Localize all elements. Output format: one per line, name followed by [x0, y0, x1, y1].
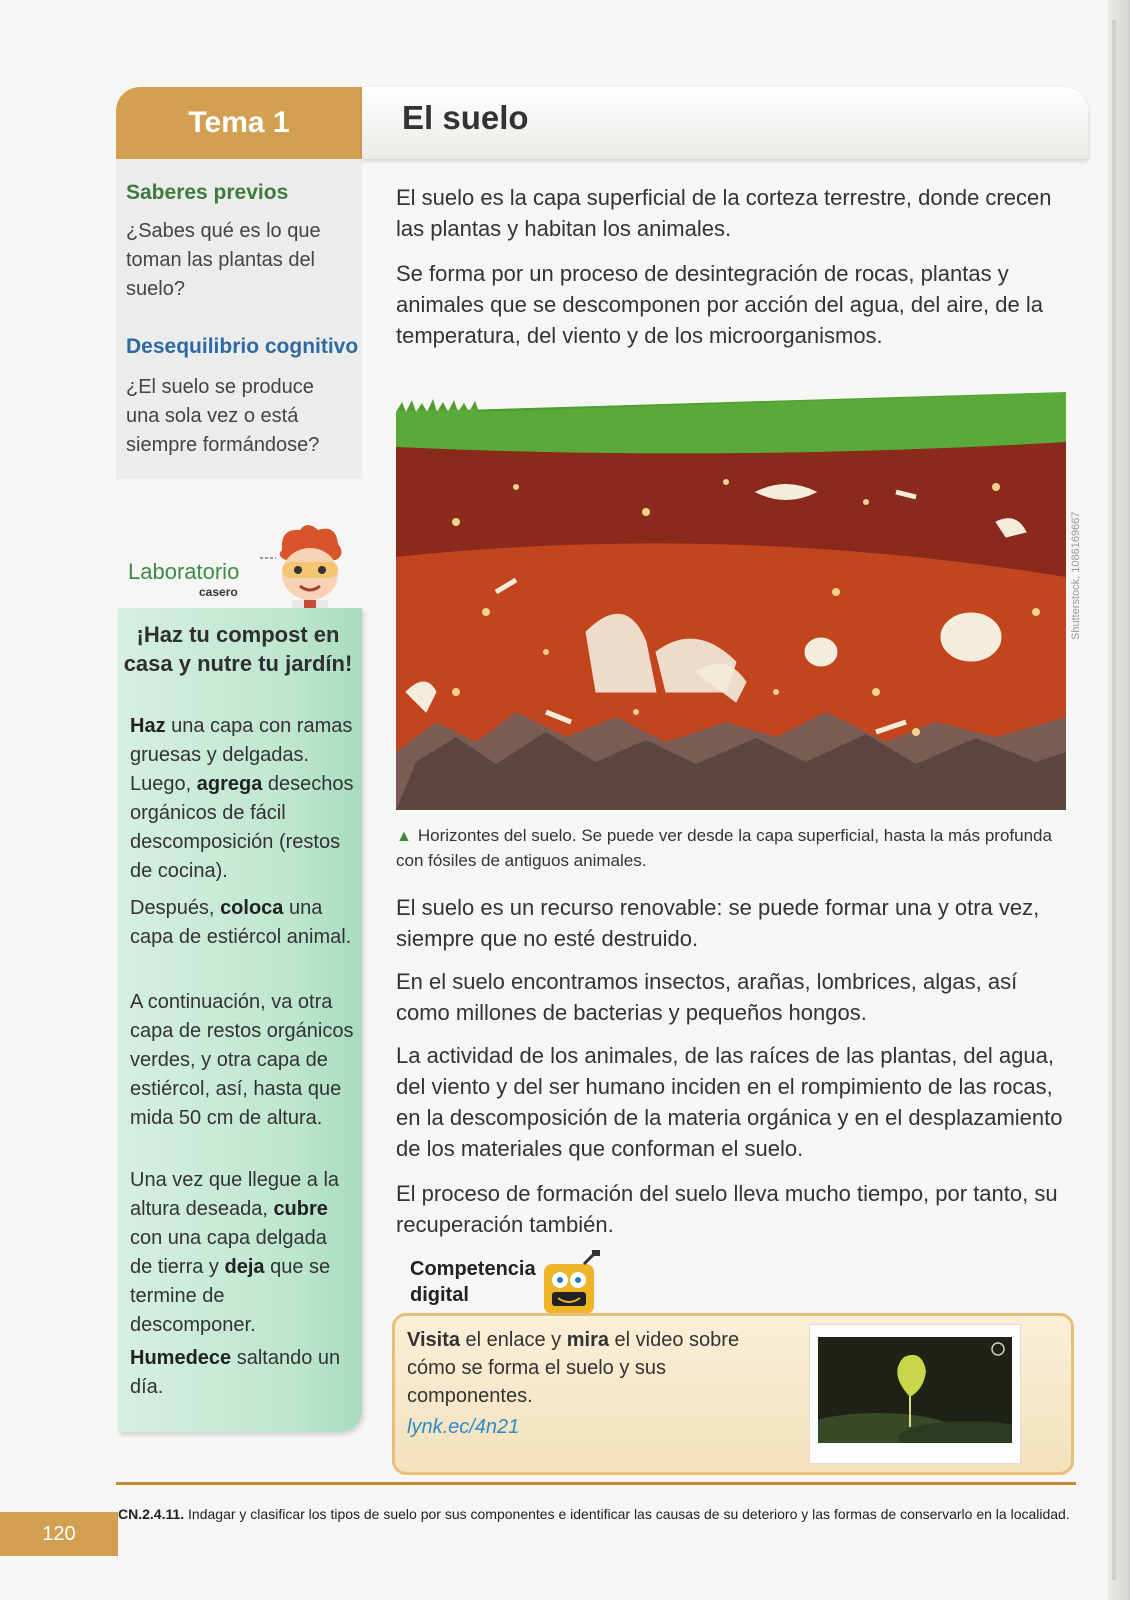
lab-text: Después,	[130, 897, 221, 919]
lab-text: que se termine de descomponer.	[130, 1256, 331, 1336]
scientist-icon	[252, 520, 362, 616]
verb-visita: Visita	[407, 1329, 460, 1351]
lab-subtitle: casero	[199, 585, 238, 599]
activity-paragraph: La actividad de los animales, de las raíces de las plantas, del agua, del viento y del ser humano inciden en el rompimiento de las rocas, en la descomposición de la materia orgánica y en el desplazamiento de los materiales que conforman el suelo.	[396, 1043, 1063, 1161]
lab-verb-coloca: coloca	[220, 897, 284, 919]
process-paragraph: El proceso de formación del suelo lleva mucho tiempo, por tanto, su recuperación también.	[396, 1181, 1058, 1237]
triangle-icon: ▲	[396, 828, 412, 845]
page-title: El suelo	[402, 99, 529, 136]
intro-paragraph: El suelo es la capa superficial de la corteza terrestre, donde crecen las plantas y habitan los animales.	[396, 185, 1052, 241]
competencia-box	[392, 1313, 1074, 1475]
video-link[interactable]: lynk.ec/4n21	[407, 1416, 520, 1438]
standard-text: Indagar y clasificar los tipos de suelo por sus componentes e identificar las causas de su deterioro y las formas de conservarlo en la localidad.	[184, 1506, 1070, 1522]
page-fold	[1112, 20, 1116, 1580]
soil-horizons-illustration	[396, 392, 1066, 810]
lab-text: una capa con ramas gruesas y delgadas. Luego,	[130, 715, 353, 795]
page-number	[0, 1512, 118, 1556]
title-bar	[362, 87, 1088, 159]
formation-paragraph: Se forma por un proceso de desintegración de rocas, plantas y animales que se descomponen por acción del agua, del aire, de la temperatura, del viento y de los microorganismos.	[396, 261, 1043, 348]
lab-text: saltando un día.	[130, 1347, 341, 1398]
lab-verb-haz: Haz	[130, 715, 166, 737]
saberes-question: ¿Sabes qué es lo que toman las plantas del suelo?	[126, 220, 321, 300]
robot-icon	[534, 1250, 610, 1320]
comp-text: el enlace y	[460, 1329, 567, 1351]
competencia-label	[410, 1256, 536, 1308]
lab-text: desechos orgánicos de fácil descomposición (restos de cocina).	[130, 773, 354, 882]
desequilibrio-question: ¿El suelo se produce una sola vez o está siempre formándose?	[126, 376, 320, 456]
page-number-text: 120	[42, 1522, 76, 1545]
renewable-paragraph: El suelo es un recurso renovable: se puede formar una y otra vez, siempre que no esté destruido.	[396, 895, 1040, 951]
sprout-icon	[818, 1337, 1012, 1443]
curriculum-standard	[118, 1506, 1078, 1522]
tema-label: Tema 1	[188, 106, 290, 139]
comp-text: el video sobre cómo se forma el suelo y sus componentes.	[407, 1329, 740, 1407]
lab-verb-humedece: Humedece	[130, 1347, 232, 1369]
saberes-box	[116, 159, 362, 479]
lab-verb-agrega: agrega	[196, 773, 263, 795]
lab-box	[118, 608, 362, 1432]
lab-step-2	[130, 894, 354, 952]
video-frame[interactable]	[818, 1337, 1012, 1443]
competencia-instructions	[407, 1326, 787, 1410]
footer-rule	[116, 1482, 1076, 1485]
lab-text: Una vez que llegue a la altura deseada,	[130, 1169, 340, 1220]
lab-text: con una capa delgada de tierra y	[130, 1227, 327, 1278]
lab-step-5	[130, 1344, 354, 1402]
figure-caption	[396, 824, 1056, 873]
verb-mira: mira	[566, 1329, 609, 1351]
tema-tab	[116, 87, 362, 159]
desequilibrio-heading: Desequilibrio cognitivo	[126, 335, 359, 358]
lab-text: una capa de estiércol animal.	[130, 897, 352, 948]
lab-title: Laboratorio	[128, 559, 240, 584]
image-credit: Shutterstock, 1086169667	[1070, 511, 1082, 640]
competencia-text: Competencia digital	[410, 1258, 536, 1306]
video-thumbnail[interactable]	[809, 1324, 1021, 1464]
lab-verb-cubre: cubre	[273, 1198, 328, 1220]
soil-layers-image	[396, 392, 1066, 810]
lab-step-3: A continuación, va otra capa de restos orgánicos verdes, y otra capa de estiércol, así, hasta que mida 50 cm de altura.	[130, 991, 354, 1129]
lab-step-4	[130, 1166, 354, 1340]
organisms-paragraph: En el suelo encontramos insectos, arañas, lombrices, algas, así como millones de bacterias y pequeños hongos.	[396, 969, 1018, 1025]
standard-code: CN.2.4.11.	[118, 1506, 185, 1522]
caption-text: Horizontes del suelo. Se puede ver desde la capa superficial, hasta la más profunda con fósiles de antiguos animales.	[396, 826, 1052, 870]
lab-verb-deja: deja	[224, 1256, 265, 1278]
lab-step-1	[130, 712, 354, 886]
lab-heading: ¡Haz tu compost en casa y nutre tu jardín!	[123, 622, 353, 676]
saberes-heading: Saberes previos	[126, 181, 289, 204]
